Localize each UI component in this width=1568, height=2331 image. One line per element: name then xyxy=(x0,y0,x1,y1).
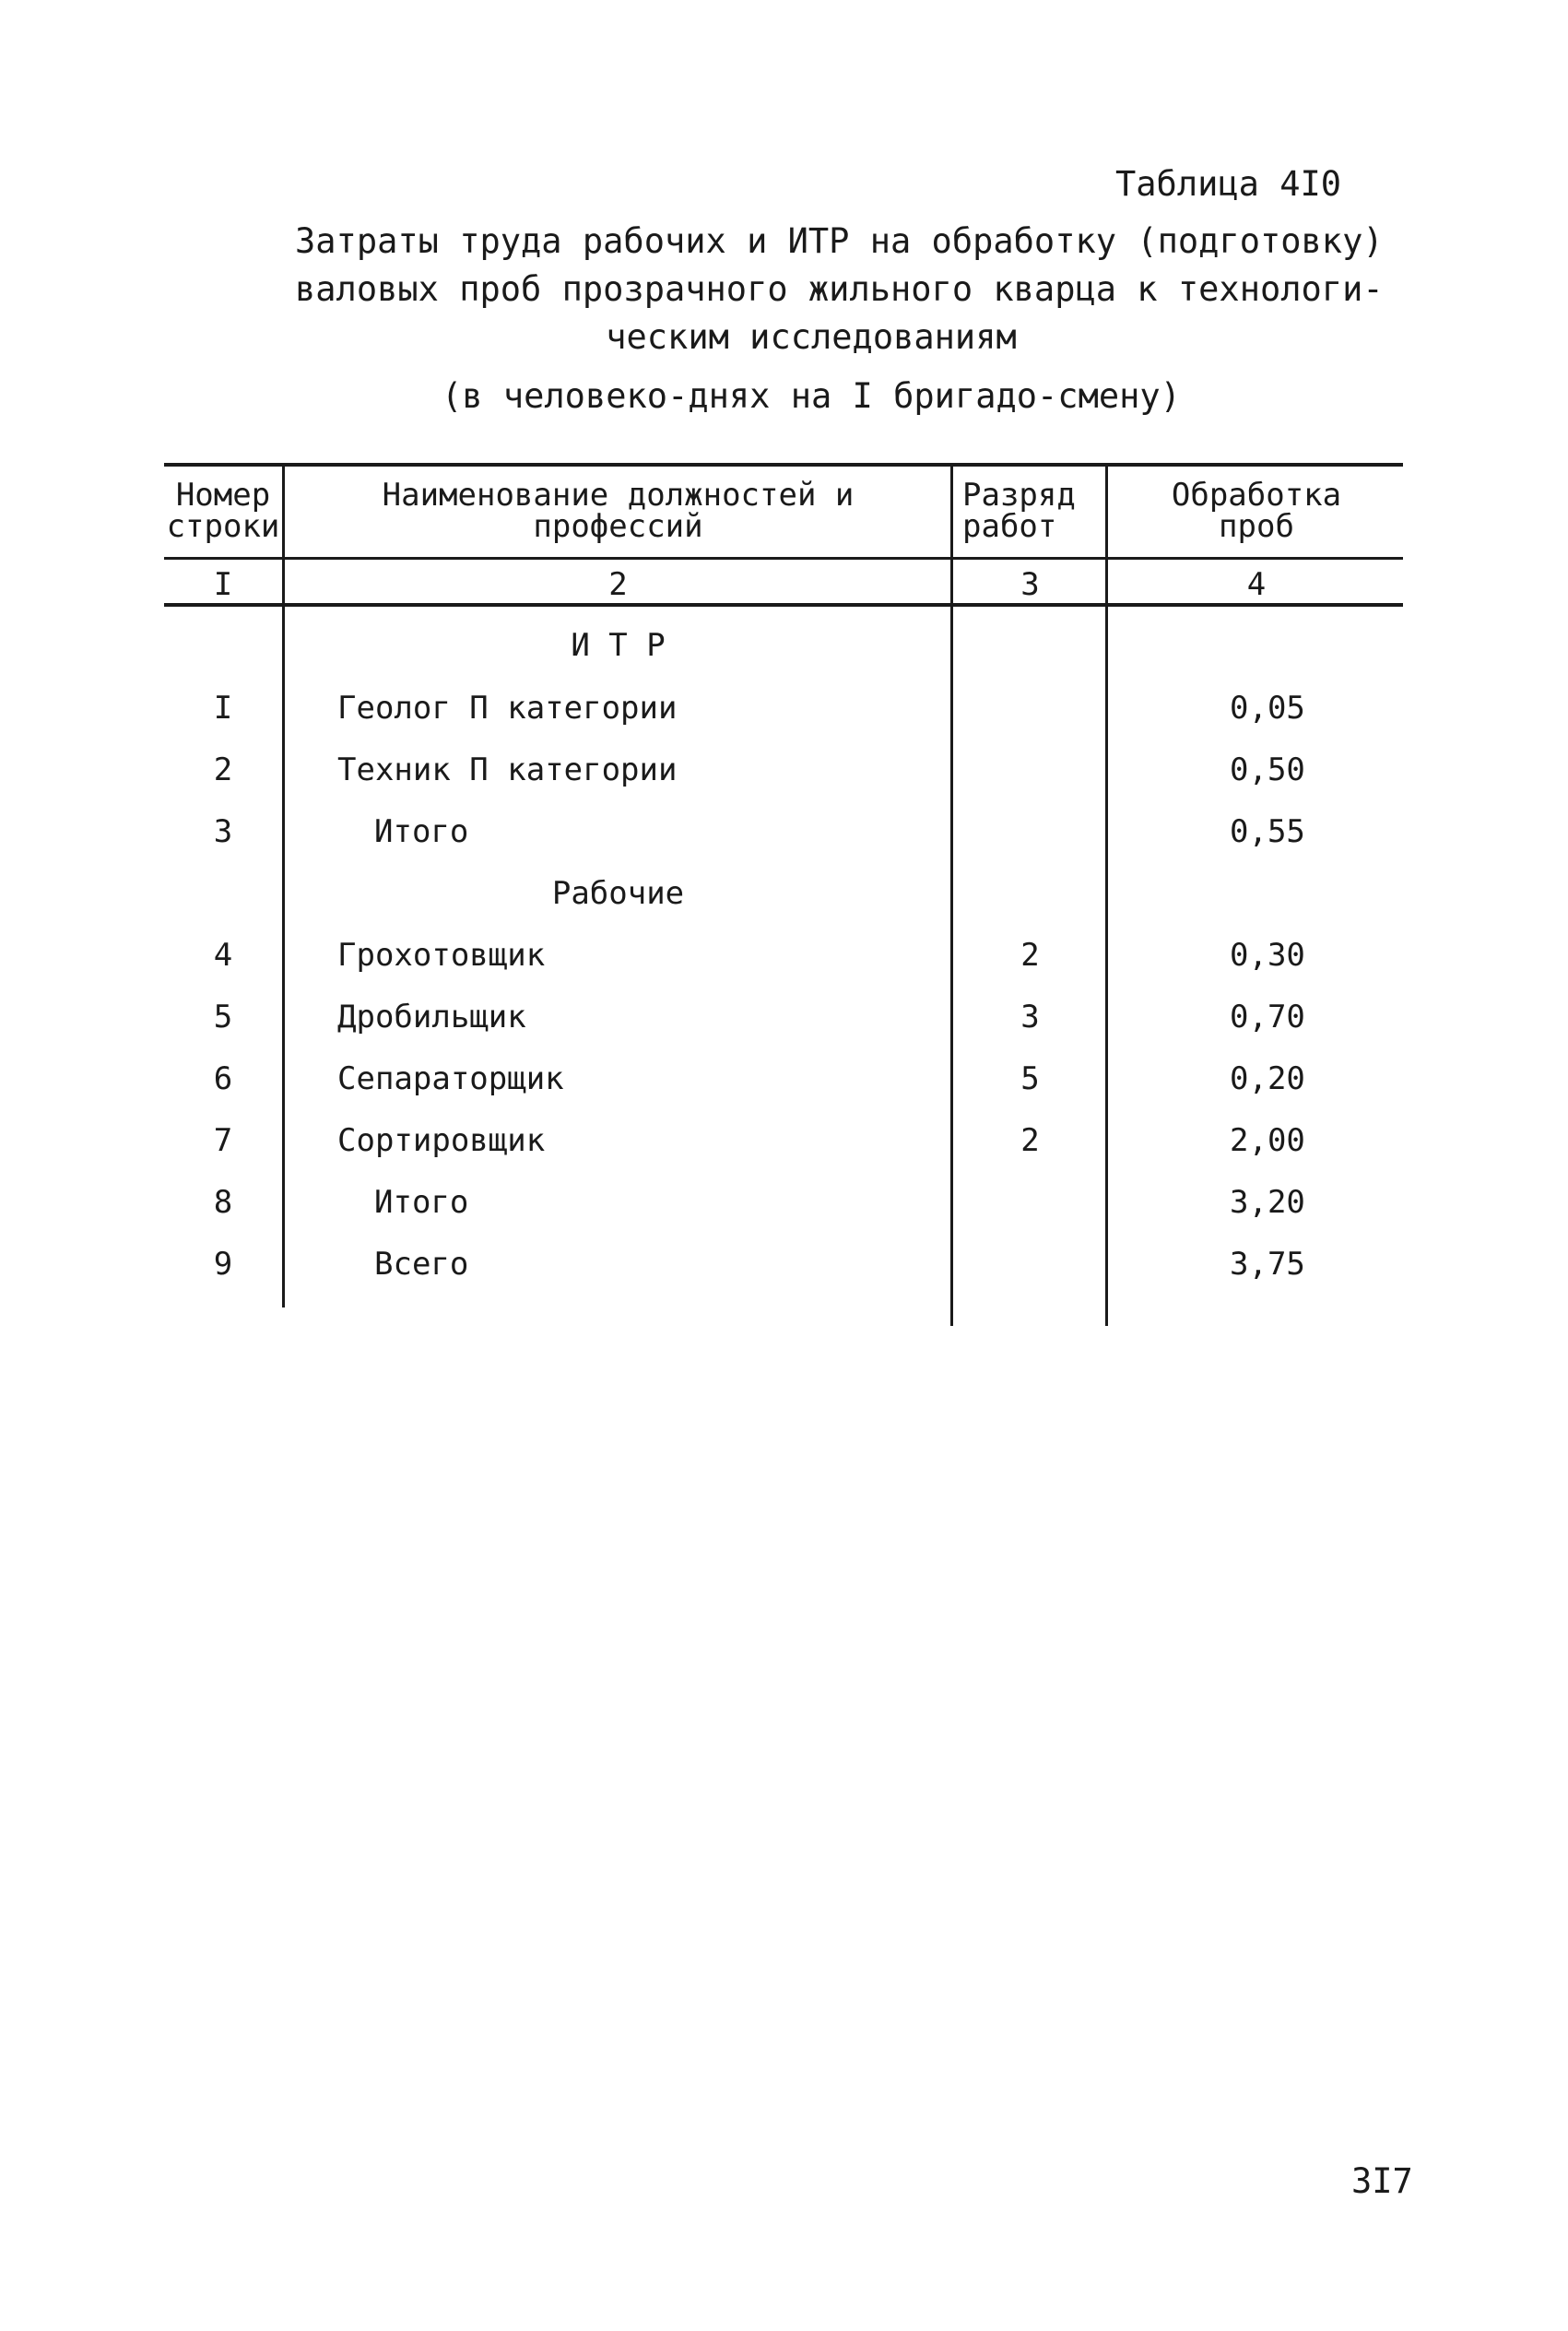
column-divider-3 xyxy=(1105,467,1108,1326)
row-value: 3,75 xyxy=(1230,1246,1305,1283)
column-header-row-number-line-1: Номер xyxy=(175,477,271,514)
row-number: 8 xyxy=(213,1184,233,1221)
row-name: Сепараторщик xyxy=(337,1060,564,1097)
row-name: Сортировщик xyxy=(337,1122,546,1159)
row-name-total: Всего xyxy=(374,1246,469,1283)
column-header-grade-line-2: работ xyxy=(962,508,1057,545)
row-value: 0,50 xyxy=(1230,751,1305,788)
column-divider-1 xyxy=(282,467,285,1307)
column-header-name xyxy=(286,477,950,545)
row-name: Геолог П категории xyxy=(337,690,678,727)
row-value: 3,20 xyxy=(1230,1184,1305,1221)
column-header-name-line-1: Наименование должностей и xyxy=(382,477,855,514)
column-header-grade-line-1: Разряд xyxy=(962,477,1076,514)
column-number-3: 3 xyxy=(1020,566,1040,603)
row-value: 0,55 xyxy=(1230,813,1305,850)
row-number: 9 xyxy=(213,1246,233,1283)
column-numbers-bottom-rule xyxy=(164,603,1403,607)
column-header-processing-line-1: Обработка xyxy=(1171,477,1342,514)
table-units: (в человеко-днях на I бригадо-смену) xyxy=(442,376,1181,416)
row-number: 5 xyxy=(213,999,233,1035)
row-number: 7 xyxy=(213,1122,233,1159)
column-header-processing xyxy=(1110,477,1403,545)
row-number: 6 xyxy=(213,1060,233,1097)
row-value: 2,00 xyxy=(1230,1122,1305,1159)
column-divider-2 xyxy=(950,467,953,1326)
row-number: 4 xyxy=(213,937,233,974)
row-value: 0,30 xyxy=(1230,937,1305,974)
column-header-row-number-line-2: строки xyxy=(166,508,280,545)
header-bottom-rule xyxy=(164,557,1403,560)
column-header-processing-line-2: проб xyxy=(1219,508,1294,545)
row-grade: 3 xyxy=(1020,999,1040,1035)
row-grade: 2 xyxy=(1020,1122,1040,1159)
row-value: 0,70 xyxy=(1230,999,1305,1035)
row-value: 0,20 xyxy=(1230,1060,1305,1097)
table-title-line-3: ческим исследованиям xyxy=(606,317,1017,357)
row-name: Грохотовщик xyxy=(337,937,546,974)
table-label: Таблица 4I0 xyxy=(1115,164,1342,204)
row-name-subtotal: Итого xyxy=(374,1184,469,1221)
table-title-line-1: Затраты труда рабочих и ИТР на обработку (подготовку) xyxy=(295,221,1384,261)
row-name: Техник П категории xyxy=(337,751,678,788)
row-number: 3 xyxy=(213,813,233,850)
column-number-4: 4 xyxy=(1246,566,1267,603)
table-top-rule xyxy=(164,463,1403,467)
row-value: 0,05 xyxy=(1230,690,1305,727)
row-number: I xyxy=(213,690,233,727)
row-name: Дробильщик xyxy=(337,999,526,1035)
row-grade: 2 xyxy=(1020,937,1040,974)
column-number-1: I xyxy=(213,566,233,603)
section-heading-workers: Рабочие xyxy=(551,875,685,912)
page-number: 3I7 xyxy=(1351,2161,1413,2201)
table-title-line-2: валовых проб прозрачного жильного кварца к технологи- xyxy=(295,269,1384,309)
column-header-name-line-2: профессий xyxy=(533,508,703,545)
row-name-subtotal: Итого xyxy=(374,813,469,850)
column-header-row-number xyxy=(164,477,282,545)
column-number-2: 2 xyxy=(608,566,628,603)
section-heading-itr: И Т Р xyxy=(571,627,666,664)
row-number: 2 xyxy=(213,751,233,788)
row-grade: 5 xyxy=(1020,1060,1040,1097)
column-header-grade xyxy=(955,477,1113,545)
